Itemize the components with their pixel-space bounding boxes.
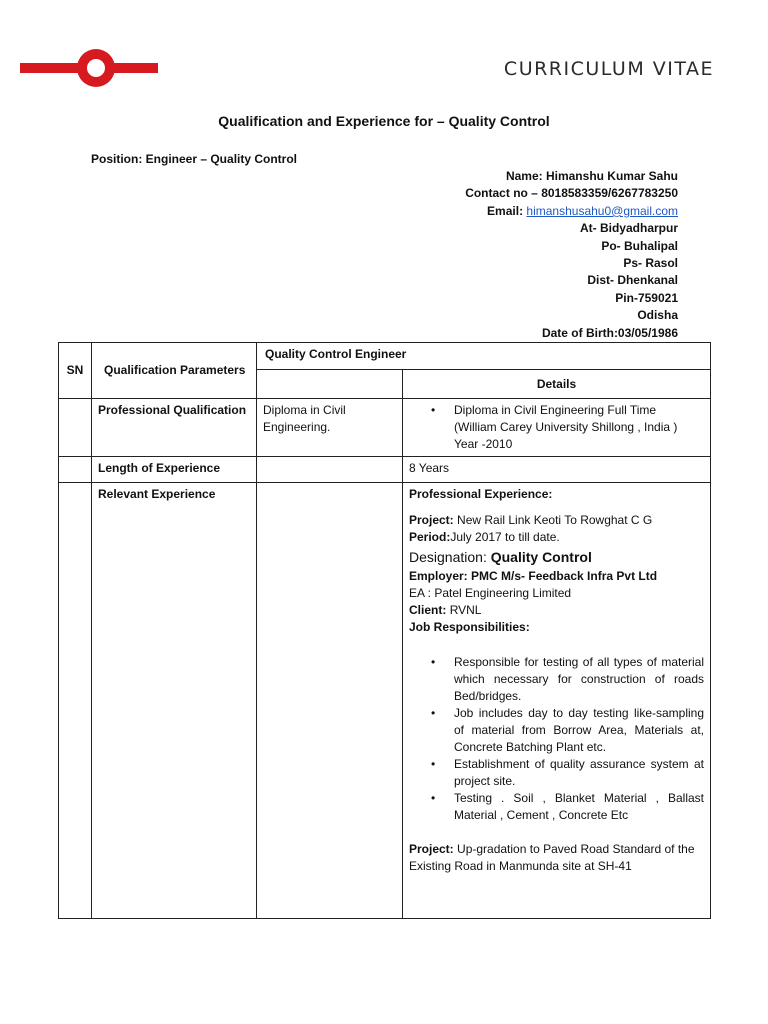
responsibilities-list <box>409 654 704 824</box>
ea-line: EA : Patel Engineering Limited <box>409 586 572 600</box>
employer-line: Employer: PMC M/s- Feedback Infra Pvt Ltd <box>409 569 658 583</box>
address-state: Odisha <box>637 308 678 323</box>
list-item: • Diploma in Civil Engineering Full Time (William Carey University Shillong , India ) Year -2010 <box>454 402 704 453</box>
address-pin: Pin-759021 <box>615 290 678 305</box>
address-at: At- Bidyadharpur <box>579 221 678 236</box>
position-line: Position: Engineer – Quality Control <box>91 152 298 166</box>
list-item: • Establishment of quality assurance system at project site. <box>454 756 704 790</box>
client-line: Client: RVNL <box>409 603 482 617</box>
contact-phone: Contact no – 8018583359/6267783250 <box>465 186 678 201</box>
qualification-detail-list <box>409 402 704 453</box>
header-sn: SN <box>59 343 92 399</box>
header-details: Details <box>403 370 711 399</box>
header-qualification-parameters: Qualification Parameters <box>92 343 257 399</box>
cv-title: CURRICULUM VITAE <box>503 58 714 80</box>
length-of-experience-label: Length of Experience <box>92 457 257 483</box>
table-row <box>59 457 711 483</box>
table-row <box>59 483 711 919</box>
relevant-experience-label: Relevant Experience <box>92 483 257 919</box>
brand-logo-icon <box>20 48 158 92</box>
project-line: Project: New Rail Link Keoti To Rowghat C G <box>409 513 653 527</box>
job-responsibilities-heading: Job Responsibilities: <box>409 620 530 634</box>
email-link[interactable]: himanshusahu0@gmail.com <box>526 203 678 218</box>
contact-email-row <box>465 203 678 220</box>
list-item: • Job includes day to day testing like-sampling of material from Borrow Area, Materials at, Concrete Batching Plant etc. <box>454 705 704 756</box>
contact-block <box>465 168 678 342</box>
designation-line: Designation: Quality Control <box>409 549 592 565</box>
list-item: • Testing . Soil , Blanket Material , Ballast Material , Cement , Concrete Etc <box>454 790 704 824</box>
document-title: Qualification and Experience for – Quality Control <box>218 113 550 129</box>
email-label: Email: <box>487 203 524 218</box>
table-row <box>59 399 711 457</box>
list-item: • Responsible for testing of all types of material which necessary for construction of roads Bed/bridges. <box>454 654 704 705</box>
length-of-experience-value: 8 Years <box>403 457 711 483</box>
professional-qualification-value: Diploma in Civil Engineering. <box>257 399 403 457</box>
table-header-row <box>59 343 711 370</box>
date-of-birth: Date of Birth:03/05/1986 <box>541 325 678 340</box>
professional-experience-heading: Professional Experience: <box>409 487 553 501</box>
address-po: Po- Buhalipal <box>601 238 678 253</box>
candidate-name: Name: Himanshu Kumar Sahu <box>505 169 678 183</box>
period-line: Period:July 2017 to till date. <box>409 530 560 544</box>
address-ps: Ps- Rasol <box>623 256 678 271</box>
header-role: Quality Control Engineer <box>257 343 711 370</box>
address-dist: Dist- Dhenkanal <box>587 273 678 288</box>
project2-line: Project: Up-gradation to Paved Road Standard of the Existing Road in Manmunda site at SH-41 <box>409 842 695 873</box>
qualification-table <box>58 342 711 919</box>
relevant-experience-details <box>403 483 711 919</box>
professional-qualification-label: Professional Qualification <box>92 399 257 457</box>
